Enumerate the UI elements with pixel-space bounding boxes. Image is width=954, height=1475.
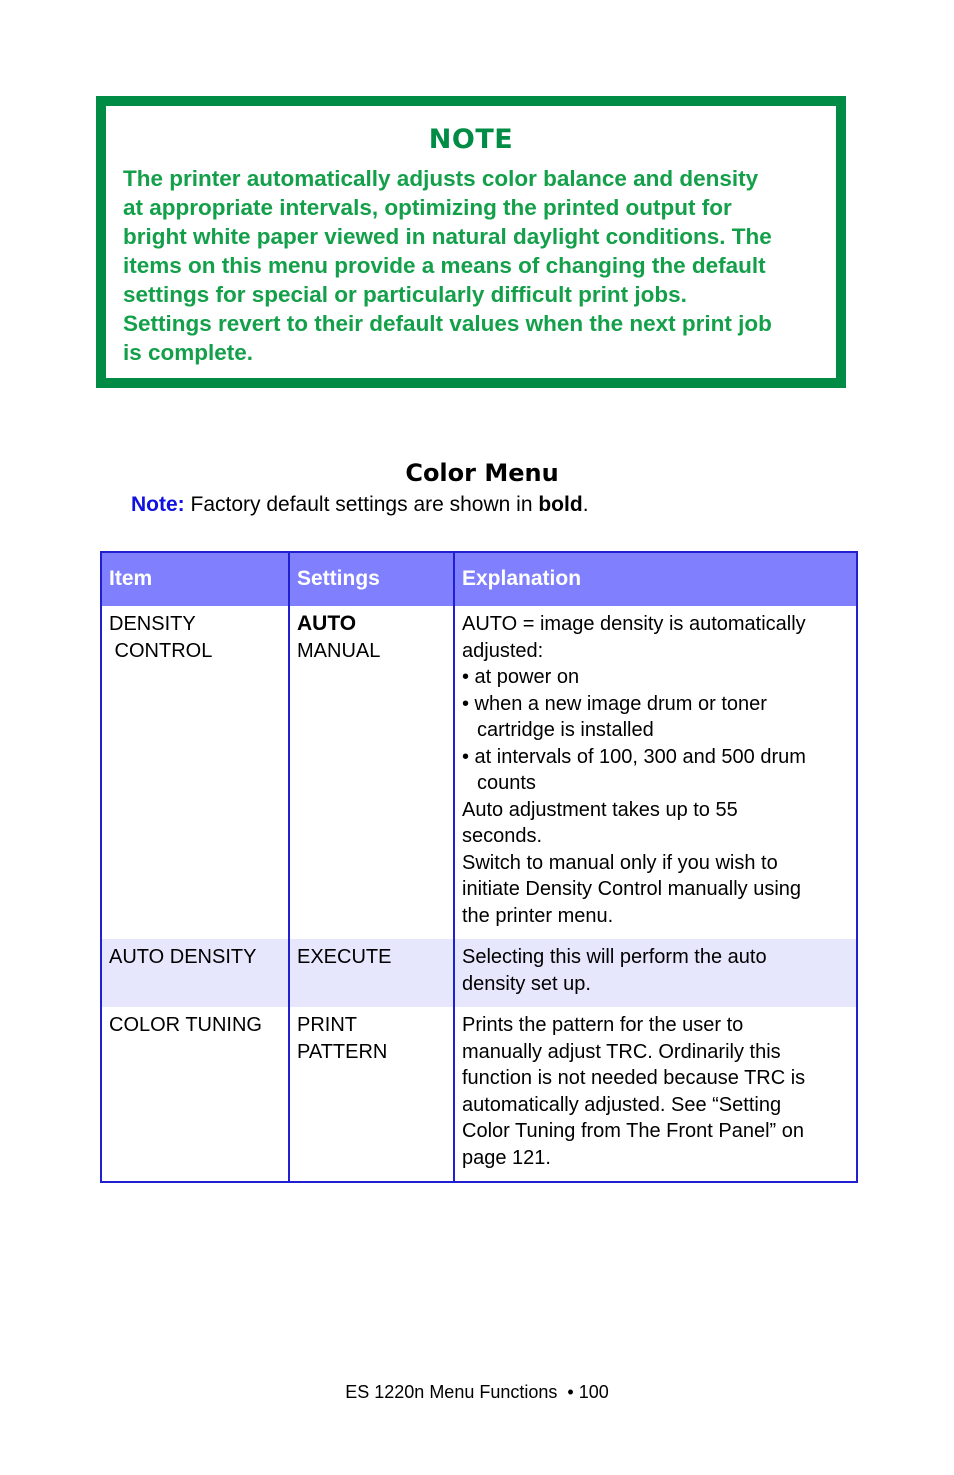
note-text: Factory default settings are shown in bbox=[184, 493, 539, 516]
explanation-line: Color Tuning from The Front Panel” on bbox=[462, 1120, 805, 1142]
item-text: COLOR TUNING bbox=[109, 1014, 262, 1036]
note-body bbox=[123, 164, 823, 367]
explanation-line: Switch to manual only if you wish to bbox=[462, 851, 778, 874]
explanation-line: Auto adjustment takes up to 55 bbox=[462, 798, 738, 821]
note-line: Settings revert to their default values when the next print job bbox=[123, 311, 772, 336]
header-settings: Settings bbox=[289, 552, 454, 606]
note-label: Note: bbox=[131, 493, 185, 516]
explanation-bullet: • when a new image drum or toner cartridge is installed bbox=[462, 692, 767, 741]
note-line: at appropriate intervals, optimizing the printed output for bbox=[123, 195, 732, 220]
explanation-line: seconds. bbox=[462, 825, 543, 847]
explanation-line: page 121. bbox=[462, 1146, 551, 1169]
note-line: settings for special or particularly difficult print jobs. bbox=[123, 282, 687, 307]
explanation-bullet: • at power on bbox=[462, 666, 580, 688]
settings-cell bbox=[289, 1007, 454, 1182]
setting-option: PRINT bbox=[297, 1014, 357, 1036]
note-title: NOTE bbox=[428, 124, 514, 155]
default-setting: AUTO bbox=[297, 612, 357, 635]
item-cell bbox=[101, 606, 289, 939]
item-text: AUTO DENSITY bbox=[109, 946, 257, 968]
explanation-cell bbox=[454, 606, 857, 939]
settings-cell bbox=[289, 606, 454, 939]
factory-default-note bbox=[131, 493, 589, 517]
note-line: items on this menu provide a means of changing the default bbox=[123, 253, 766, 278]
explanation-line: function is not needed because TRC is bbox=[462, 1067, 806, 1089]
explanation-line: Prints the pattern for the user to bbox=[462, 1014, 744, 1036]
item-text: DENSITY bbox=[109, 613, 196, 635]
explanation-line: manually adjust TRC. Ordinarily this bbox=[462, 1040, 781, 1063]
setting-option: PATTERN bbox=[297, 1040, 388, 1063]
page-footer: ES 1220n Menu Functions • 100 bbox=[345, 1382, 609, 1402]
explanation-line: adjusted: bbox=[462, 639, 544, 662]
setting-option: EXECUTE bbox=[297, 946, 392, 968]
explanation-line: the printer menu. bbox=[462, 904, 614, 927]
explanation-cell bbox=[454, 1007, 857, 1182]
settings-cell bbox=[289, 939, 454, 1007]
note-line: is complete. bbox=[123, 340, 254, 365]
explanation-line: density set up. bbox=[462, 972, 591, 995]
color-menu-table bbox=[100, 551, 858, 1183]
table-header-row bbox=[101, 552, 857, 606]
explanation-cell bbox=[454, 939, 857, 1007]
note-line: The printer automatically adjusts color balance and density bbox=[123, 166, 759, 191]
item-cell bbox=[101, 939, 289, 1007]
explanation-line: AUTO = image density is automatically bbox=[462, 613, 806, 635]
item-cell bbox=[101, 1007, 289, 1182]
note-end: . bbox=[582, 493, 589, 516]
table-row bbox=[101, 1007, 857, 1182]
header-item: Item bbox=[101, 552, 289, 606]
item-text: CONTROL bbox=[109, 639, 213, 662]
explanation-bullet: • at intervals of 100, 300 and 500 drum counts bbox=[462, 745, 806, 794]
table-row bbox=[101, 939, 857, 1007]
section-title: Color Menu bbox=[405, 459, 559, 487]
table-row bbox=[101, 606, 857, 939]
note-line: bright white paper viewed in natural daylight conditions. The bbox=[123, 224, 772, 249]
setting-option: MANUAL bbox=[297, 639, 381, 662]
explanation-line: initiate Density Control manually using bbox=[462, 878, 802, 900]
note-bold-word: bold bbox=[538, 493, 583, 516]
explanation-line: Selecting this will perform the auto bbox=[462, 946, 767, 968]
header-explanation: Explanation bbox=[454, 552, 857, 606]
explanation-line: automatically adjusted. See “Setting bbox=[462, 1093, 782, 1116]
note-box bbox=[96, 96, 846, 388]
